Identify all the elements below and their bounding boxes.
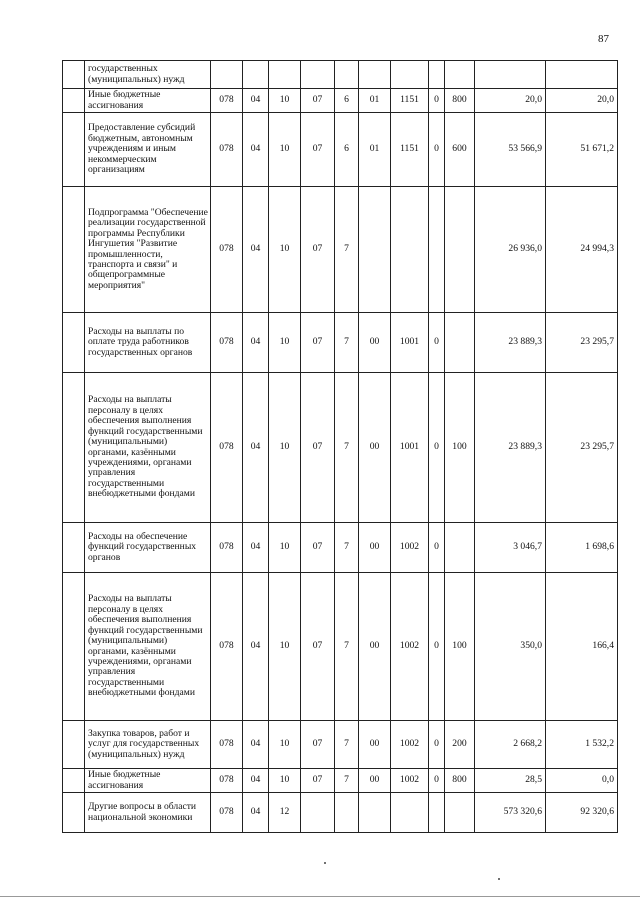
cell-main-event: 00 [359, 721, 391, 769]
cell-main-event: 00 [359, 573, 391, 721]
cell-name: Другие вопросы в области национальной экономики [85, 793, 211, 833]
cell-program: 07 [301, 721, 335, 769]
cell-program: 07 [301, 573, 335, 721]
cell-code: 078 [211, 373, 243, 523]
cell-main-event: 00 [359, 523, 391, 573]
scan-speck [498, 878, 500, 880]
row-marker-cell [63, 89, 85, 113]
cell-vr [445, 61, 475, 89]
table-row [63, 769, 618, 793]
row-marker-cell [63, 373, 85, 523]
cell-sum2: 1 698,6 [546, 523, 618, 573]
cell-subsection: 10 [269, 769, 301, 793]
cell-name: Расходы на выплаты персоналу в целях обеспечения выполнения функций государственными (муниципальными) органами, казёнными учреждениями, органами управления государственными внебюджетными фондами [85, 373, 211, 523]
table-row [63, 573, 618, 721]
cell-main-event: 00 [359, 769, 391, 793]
cell-section: 04 [243, 721, 269, 769]
cell-name: Расходы на выплаты персоналу в целях обеспечения выполнения функций государственными (муниципальными) органами, казёнными учреждениями, органами управления государственными внебюджетными фондами [85, 573, 211, 721]
cell-extra [429, 61, 445, 89]
row-marker-cell [63, 793, 85, 833]
cell-sum1: 2 668,2 [475, 721, 546, 769]
cell-section: 04 [243, 313, 269, 373]
row-marker-cell [63, 61, 85, 89]
cell-name: Иные бюджетные ассигнования [85, 89, 211, 113]
cell-sum1: 53 566,9 [475, 113, 546, 187]
page-number: 87 [598, 33, 609, 45]
cell-program: 07 [301, 113, 335, 187]
cell-code: 078 [211, 523, 243, 573]
cell-direction [391, 793, 429, 833]
cell-section: 04 [243, 113, 269, 187]
cell-main-event [359, 61, 391, 89]
cell-name: Закупка товаров, работ и услуг для государственных (муниципальных) нужд [85, 721, 211, 769]
cell-section: 04 [243, 793, 269, 833]
cell-main-event: 01 [359, 113, 391, 187]
cell-sum2: 166,4 [546, 573, 618, 721]
cell-extra: 0 [429, 523, 445, 573]
cell-vr: 200 [445, 721, 475, 769]
cell-subsection: 10 [269, 573, 301, 721]
row-marker-cell [63, 187, 85, 313]
cell-section: 04 [243, 373, 269, 523]
cell-direction: 1001 [391, 373, 429, 523]
cell-section: 04 [243, 769, 269, 793]
cell-sum2: 23 295,7 [546, 313, 618, 373]
cell-subprogram: 7 [335, 373, 359, 523]
cell-code [211, 61, 243, 89]
cell-direction: 1001 [391, 313, 429, 373]
cell-extra: 0 [429, 313, 445, 373]
cell-code: 078 [211, 313, 243, 373]
cell-sum1: 3 046,7 [475, 523, 546, 573]
budget-table [62, 60, 618, 833]
cell-vr [445, 523, 475, 573]
scan-edge-line [0, 896, 640, 897]
row-marker-cell [63, 113, 85, 187]
cell-program: 07 [301, 187, 335, 313]
cell-subsection [269, 61, 301, 89]
cell-direction: 1002 [391, 721, 429, 769]
cell-subprogram: 7 [335, 187, 359, 313]
cell-program [301, 793, 335, 833]
cell-extra [429, 793, 445, 833]
table-row [63, 721, 618, 769]
cell-code: 078 [211, 721, 243, 769]
cell-program: 07 [301, 769, 335, 793]
cell-sum2: 51 671,2 [546, 113, 618, 187]
table-row [63, 313, 618, 373]
cell-sum1 [475, 61, 546, 89]
scan-speck [324, 862, 326, 864]
cell-name: Расходы на выплаты по оплате труда работников государственных органов [85, 313, 211, 373]
row-marker-cell [63, 523, 85, 573]
cell-subprogram [335, 61, 359, 89]
cell-direction: 1002 [391, 573, 429, 721]
cell-program [301, 61, 335, 89]
cell-code: 078 [211, 573, 243, 721]
cell-direction: 1151 [391, 89, 429, 113]
cell-name: Иные бюджетные ассигнования [85, 769, 211, 793]
cell-subsection: 10 [269, 113, 301, 187]
cell-program: 07 [301, 313, 335, 373]
cell-sum1: 573 320,6 [475, 793, 546, 833]
cell-subprogram: 6 [335, 89, 359, 113]
table-row [63, 89, 618, 113]
table-row [63, 61, 618, 89]
cell-sum1: 20,0 [475, 89, 546, 113]
cell-sum2: 0,0 [546, 769, 618, 793]
cell-sum2: 1 532,2 [546, 721, 618, 769]
cell-subprogram: 7 [335, 573, 359, 721]
cell-direction: 1002 [391, 523, 429, 573]
cell-program: 07 [301, 89, 335, 113]
cell-name: государственных (муниципальных) нужд [85, 61, 211, 89]
cell-main-event: 00 [359, 373, 391, 523]
row-marker-cell [63, 769, 85, 793]
cell-direction [391, 187, 429, 313]
cell-subprogram: 6 [335, 113, 359, 187]
cell-subsection: 12 [269, 793, 301, 833]
cell-vr: 100 [445, 373, 475, 523]
cell-main-event [359, 793, 391, 833]
cell-vr: 100 [445, 573, 475, 721]
cell-subsection: 10 [269, 373, 301, 523]
cell-main-event: 00 [359, 313, 391, 373]
cell-subprogram: 7 [335, 721, 359, 769]
cell-section [243, 61, 269, 89]
cell-subsection: 10 [269, 313, 301, 373]
cell-vr [445, 313, 475, 373]
cell-vr: 800 [445, 89, 475, 113]
cell-sum1: 350,0 [475, 573, 546, 721]
cell-sum1: 28,5 [475, 769, 546, 793]
cell-program: 07 [301, 523, 335, 573]
cell-code: 078 [211, 113, 243, 187]
cell-extra: 0 [429, 89, 445, 113]
cell-vr [445, 187, 475, 313]
cell-extra: 0 [429, 373, 445, 523]
cell-sum1: 26 936,0 [475, 187, 546, 313]
cell-subprogram: 7 [335, 523, 359, 573]
cell-code: 078 [211, 793, 243, 833]
table-row [63, 523, 618, 573]
cell-main-event: 01 [359, 89, 391, 113]
row-marker-cell [63, 573, 85, 721]
cell-vr: 800 [445, 769, 475, 793]
cell-subsection: 10 [269, 187, 301, 313]
cell-sum2: 20,0 [546, 89, 618, 113]
cell-section: 04 [243, 573, 269, 721]
cell-sum2: 92 320,6 [546, 793, 618, 833]
cell-direction: 1151 [391, 113, 429, 187]
cell-sum2: 23 295,7 [546, 373, 618, 523]
cell-vr [445, 793, 475, 833]
cell-sum1: 23 889,3 [475, 313, 546, 373]
cell-subsection: 10 [269, 721, 301, 769]
cell-extra: 0 [429, 769, 445, 793]
cell-extra: 0 [429, 721, 445, 769]
table-row [63, 113, 618, 187]
cell-direction: 1002 [391, 769, 429, 793]
cell-extra [429, 187, 445, 313]
cell-extra: 0 [429, 113, 445, 187]
cell-subprogram: 7 [335, 313, 359, 373]
cell-section: 04 [243, 89, 269, 113]
cell-extra: 0 [429, 573, 445, 721]
cell-main-event [359, 187, 391, 313]
cell-program: 07 [301, 373, 335, 523]
cell-code: 078 [211, 187, 243, 313]
cell-sum2: 24 994,3 [546, 187, 618, 313]
cell-subprogram [335, 793, 359, 833]
cell-sum2 [546, 61, 618, 89]
cell-subprogram: 7 [335, 769, 359, 793]
table-row [63, 793, 618, 833]
cell-code: 078 [211, 89, 243, 113]
cell-subsection: 10 [269, 523, 301, 573]
table-row [63, 373, 618, 523]
row-marker-cell [63, 721, 85, 769]
cell-name: Предоставление субсидий бюджетным, автономным учреждениям и иным некоммерческим организациям [85, 113, 211, 187]
cell-section: 04 [243, 523, 269, 573]
row-marker-cell [63, 313, 85, 373]
cell-name: Расходы на обеспечение функций государственных органов [85, 523, 211, 573]
table-row [63, 187, 618, 313]
cell-direction [391, 61, 429, 89]
cell-code: 078 [211, 769, 243, 793]
cell-sum1: 23 889,3 [475, 373, 546, 523]
cell-section: 04 [243, 187, 269, 313]
cell-subsection: 10 [269, 89, 301, 113]
cell-name: Подпрограмма "Обеспечение реализации государственной программы Республики Ингушетия "Развитие промышленности, транспорта и связи" и общепрограммные мероприятия" [85, 187, 211, 313]
cell-vr: 600 [445, 113, 475, 187]
